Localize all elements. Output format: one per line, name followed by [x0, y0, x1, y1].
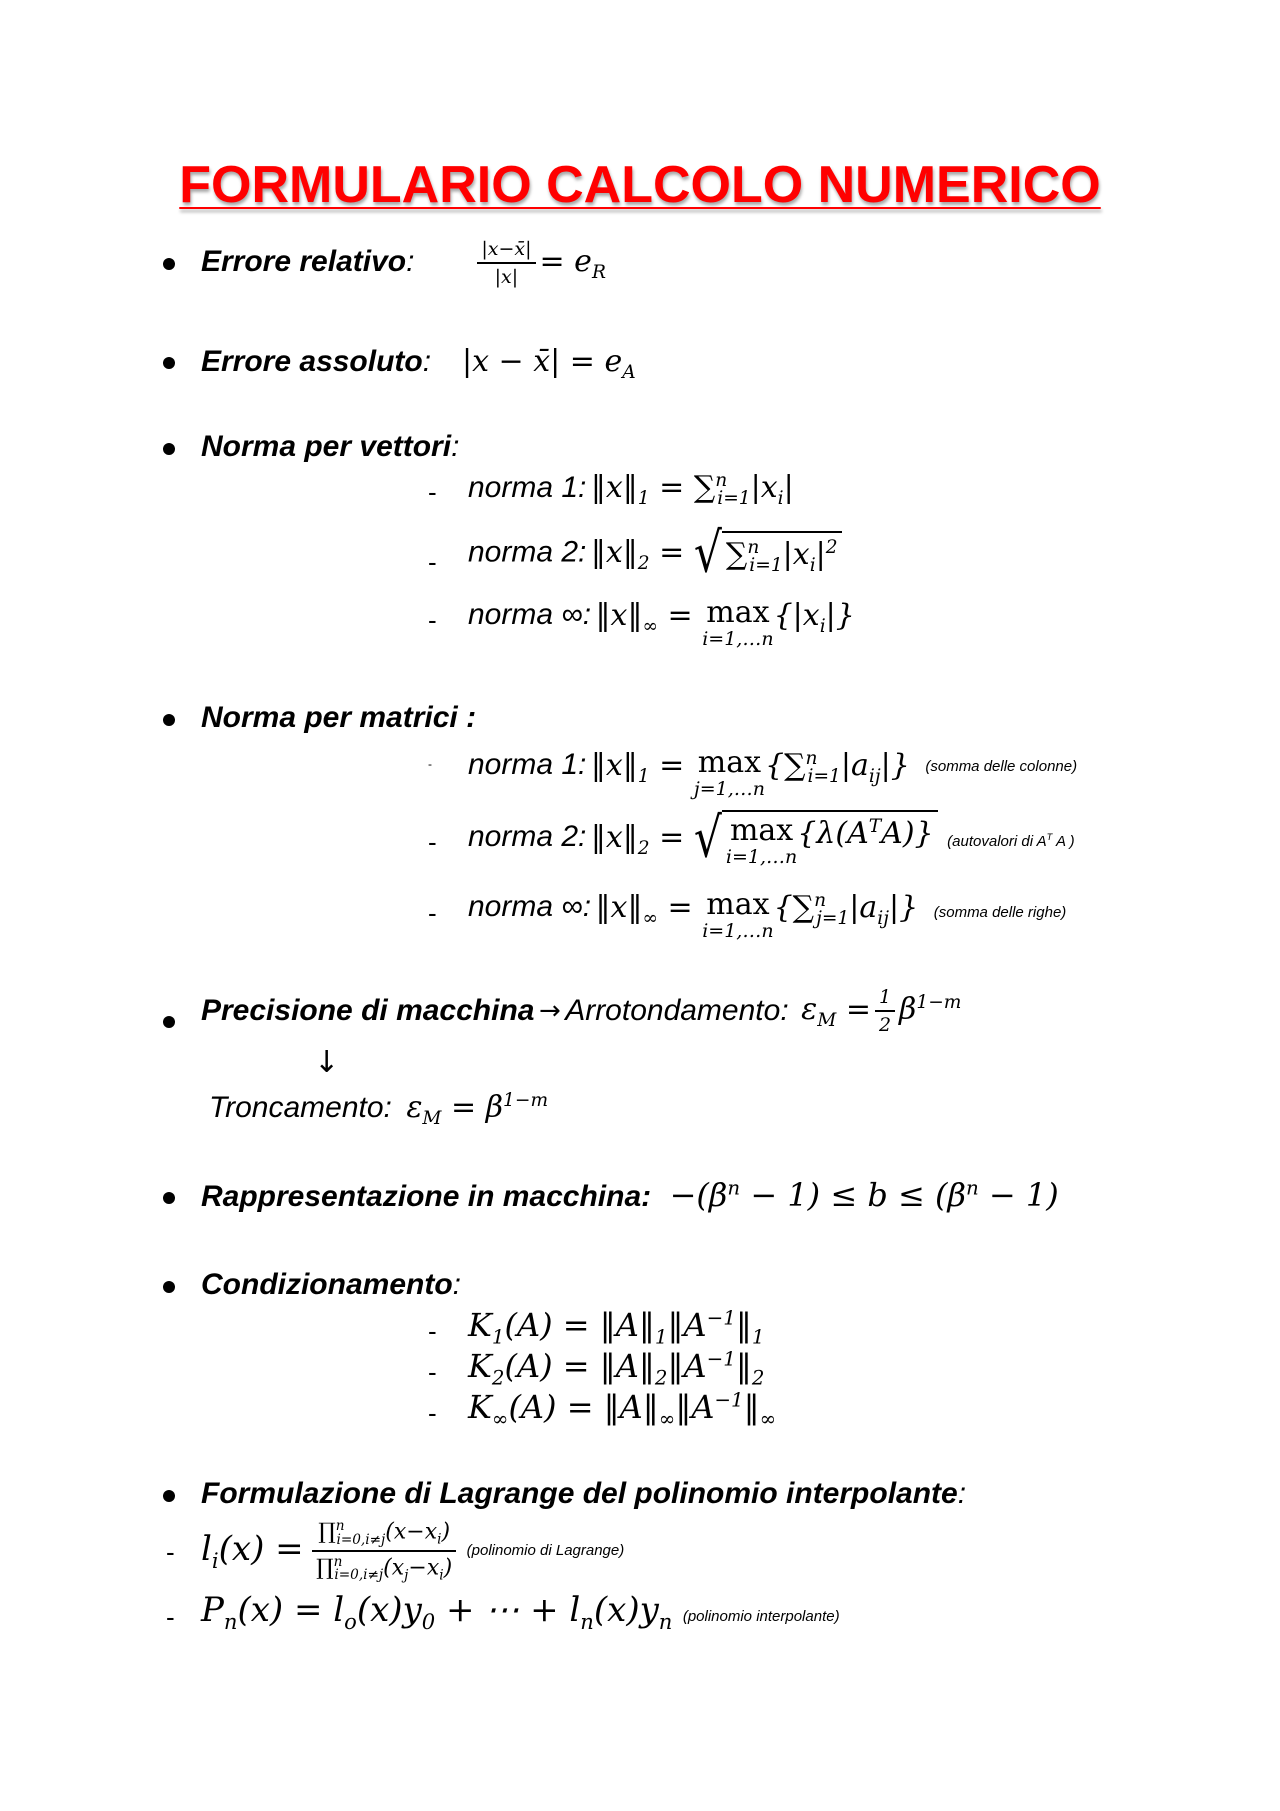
formula-part: (A) = ‖A‖: [504, 1347, 655, 1385]
max-label: max: [706, 887, 770, 922]
formula-part: (A) = ‖A‖: [504, 1306, 655, 1344]
norm-name: norma ∞:: [468, 598, 592, 631]
annotation-note: (somma delle colonne): [925, 758, 1078, 775]
max-label: max: [729, 813, 794, 848]
max-range: j=1,…n: [693, 778, 766, 800]
sum-symbol: ∑: [725, 537, 748, 572]
superscript: n: [335, 1518, 345, 1534]
formula-part: (x)y: [593, 1590, 659, 1630]
sum-symbol: ∑: [693, 470, 716, 505]
superscript: n: [715, 470, 728, 491]
lagrange-heading: [201, 1477, 966, 1511]
equals: =: [659, 470, 685, 505]
troncamento-row: [209, 1090, 548, 1129]
norm-lhs: ‖x‖: [590, 534, 638, 570]
norm-body: {λ(A: [797, 816, 869, 851]
sum-open: {∑: [765, 748, 806, 783]
subscript: 1: [751, 1325, 765, 1349]
superscript: n: [814, 890, 827, 911]
subscript: M: [817, 1010, 837, 1031]
dash-marker: -: [428, 827, 437, 857]
k-symbol: K: [468, 1306, 492, 1344]
fraction: [875, 986, 895, 1036]
fraction-denominator: 2: [878, 1014, 892, 1036]
max-operator: [702, 887, 774, 942]
subscript: A: [622, 362, 636, 383]
arrow-right-icon: →: [538, 996, 561, 1026]
note-end: A ): [1052, 833, 1075, 850]
formula-expr: = β: [451, 1090, 504, 1125]
subscript: i: [777, 488, 784, 509]
equals: =: [667, 598, 693, 633]
norm-name: norma 2:: [468, 535, 587, 569]
formula-part: ‖A: [667, 1306, 707, 1344]
subscript: n: [223, 1608, 238, 1634]
condizionamento-k1: [468, 1306, 764, 1348]
subscript: 2: [491, 1366, 505, 1390]
subscript: ∞: [491, 1407, 509, 1431]
superscript: 1−m: [916, 992, 962, 1013]
note-text: (autovalori di A: [947, 833, 1047, 850]
precisione-label: Precisione di macchina: [201, 994, 535, 1027]
bullet-icon: [163, 714, 175, 726]
norm-body-end: |: [815, 537, 826, 572]
square-root: [693, 806, 938, 871]
norm-body: |x: [782, 537, 810, 572]
norm-body-end: |}: [888, 890, 919, 925]
condizionamento-kinf: [468, 1388, 776, 1430]
formula-part: + ⋯ + l: [435, 1590, 581, 1630]
subscript: n: [658, 1608, 673, 1634]
k-symbol: K: [468, 1388, 492, 1426]
fraction-numerator: [312, 1518, 456, 1552]
norm-body-end: A)}: [881, 816, 934, 851]
beta: β: [899, 992, 917, 1027]
colon: :: [452, 1268, 461, 1301]
formula-part: ): [443, 1555, 453, 1581]
colon: :: [406, 245, 415, 278]
lagrange-label: Formulazione di Lagrange del polinomio interpolante: [201, 1477, 958, 1510]
subscript: o: [344, 1608, 357, 1634]
subscript: R: [591, 262, 606, 283]
superscript: T: [868, 816, 882, 837]
fraction-denominator: |x|: [494, 266, 519, 288]
subscript: i=1: [717, 488, 751, 509]
fraction-numerator: 1: [875, 986, 895, 1012]
bullet-icon: [163, 443, 175, 455]
max-operator: [693, 745, 766, 800]
norm-lhs: ‖x‖: [590, 470, 638, 505]
product-symbol: ∏: [316, 1555, 334, 1581]
formula-part: −x: [408, 1555, 440, 1581]
colon: :: [957, 1477, 967, 1510]
max-range: i=1,…n: [725, 846, 798, 868]
norm-body-end: |}: [880, 748, 910, 783]
fraction-denominator: [312, 1552, 456, 1584]
subscript: n: [580, 1608, 594, 1634]
radical-sign-icon: √: [693, 521, 722, 586]
k-symbol: K: [468, 1347, 492, 1385]
errore-relativo-row: [201, 238, 606, 288]
formula-part: ‖: [735, 1306, 752, 1344]
condizionamento-k2: [468, 1347, 764, 1389]
troncamento-label: Troncamento:: [209, 1091, 392, 1124]
dash-marker: -: [428, 1316, 437, 1346]
bullet-icon: [163, 357, 175, 369]
subscript: 2: [751, 1366, 765, 1390]
p-symbol: P: [201, 1590, 224, 1630]
norma-vettori-2: [468, 521, 842, 586]
subscript: 1: [637, 488, 650, 509]
superscript: n: [333, 1553, 343, 1570]
formula-part: (x) =: [218, 1528, 304, 1569]
subscript: 2: [637, 838, 650, 859]
max-operator: [702, 595, 774, 650]
subscript: ∞: [759, 1407, 777, 1431]
formula-part: ): [441, 1519, 451, 1545]
errore-relativo-formula: [473, 238, 606, 288]
l-symbol: l: [201, 1528, 212, 1569]
norm-body: |a: [840, 748, 869, 783]
norm-body-end: |: [783, 470, 794, 505]
dash-marker: -: [428, 1357, 437, 1387]
norm-lhs: ‖x‖: [590, 820, 638, 855]
bullet-icon: [163, 1192, 175, 1204]
subscript: 2: [637, 552, 650, 574]
dash-marker: -: [428, 547, 437, 577]
norma-matrici-1: [468, 745, 1078, 800]
subscript: i=0,i≠j: [334, 1567, 384, 1584]
norma-vettori-label: Norma per vettori: [201, 430, 452, 463]
subscript: ∞: [658, 1407, 676, 1431]
rappresentazione-row: [201, 1176, 1059, 1214]
subscript: 0: [421, 1608, 436, 1634]
subscript: i: [439, 1567, 444, 1584]
subscript: 1: [654, 1325, 668, 1349]
max-label: max: [697, 745, 762, 780]
fraction: [477, 238, 535, 288]
troncamento-formula: [406, 1090, 549, 1129]
superscript: T: [1046, 832, 1053, 842]
formula-part: −(β: [669, 1176, 728, 1214]
formula-rhs: = e: [539, 244, 592, 279]
colon: :: [451, 430, 460, 463]
annotation-note: [947, 833, 1074, 850]
errore-assoluto-formula: [461, 344, 636, 383]
dash-marker: -: [428, 605, 437, 635]
formula-part: (x−x: [385, 1519, 438, 1545]
norm-body: |a: [849, 890, 878, 925]
dash-marker: -: [428, 898, 437, 928]
norma-vettori-1: [468, 470, 794, 509]
dash-marker: -: [166, 1537, 175, 1567]
epsilon: ε: [801, 992, 818, 1027]
colon: :: [422, 345, 432, 378]
bullet-icon: [163, 1281, 175, 1293]
max-operator: [725, 813, 798, 868]
subscript: ∞: [642, 616, 658, 637]
annotation-note: (polinomio interpolante): [682, 1608, 840, 1625]
subscript: ∞: [642, 908, 658, 929]
dash-marker: -: [428, 1398, 437, 1428]
subscript: i=1: [749, 555, 783, 576]
superscript: 1−m: [503, 1090, 549, 1111]
max-range: i=1,…n: [702, 628, 774, 650]
errore-assoluto-label: Errore assoluto: [201, 345, 423, 378]
arrotondamento-formula: [801, 986, 962, 1036]
precisione-row: [201, 986, 961, 1036]
subscript: ij: [877, 908, 889, 929]
lagrange-li-row: [201, 1518, 624, 1583]
norm-lhs: ‖x‖: [595, 598, 643, 633]
formula-part: ‖A: [675, 1388, 715, 1426]
lagrange-pn-row: [201, 1590, 840, 1634]
subscript: i=0,i≠j: [336, 1531, 386, 1548]
norm-body: {|x: [773, 598, 820, 633]
superscript: n: [727, 1176, 741, 1200]
norm-name: norma 2:: [468, 820, 587, 853]
subscript: i: [809, 555, 816, 576]
annotation-note: (polinomio di Lagrange): [466, 1542, 625, 1560]
norm-name: norma 1:: [468, 748, 587, 781]
errore-relativo-label: Errore relativo: [201, 245, 407, 278]
subscript: i=1: [807, 766, 841, 787]
subscript: ij: [868, 766, 881, 787]
formula-part: − 1) ≤ b ≤ (β: [740, 1176, 966, 1214]
superscript: −1: [706, 1306, 736, 1330]
equals: =: [845, 992, 871, 1027]
formula-part: − 1): [978, 1176, 1059, 1214]
rappresentazione-formula: [670, 1176, 1059, 1214]
equals: =: [659, 534, 685, 570]
norm-name: norma 1:: [468, 471, 587, 504]
subscript: 1: [491, 1325, 505, 1349]
superscript: n: [747, 537, 760, 558]
bullet-icon: [163, 1016, 175, 1028]
norma-vettori-inf: [468, 595, 855, 650]
equals: =: [659, 820, 685, 855]
subscript: i: [437, 1531, 442, 1548]
subscript: j: [404, 1567, 409, 1584]
condizionamento-heading: [201, 1268, 461, 1302]
norma-matrici-2: [468, 806, 1075, 871]
norm-name: norma ∞:: [468, 890, 592, 923]
norma-matrici-heading: [201, 701, 476, 735]
equals: =: [659, 748, 685, 783]
subscript: i: [211, 1547, 219, 1573]
square-root: [693, 521, 842, 586]
formula-part: (x)y: [356, 1590, 422, 1630]
norma-matrici-inf: [468, 887, 1067, 942]
errore-assoluto-row: [201, 344, 636, 383]
bullet-icon: [163, 1490, 175, 1502]
product-symbol: ∏: [318, 1519, 336, 1545]
annotation-note: (somma delle righe): [933, 904, 1067, 921]
max-range: i=1,…n: [702, 920, 774, 942]
subscript: j=1: [816, 908, 850, 929]
superscript: n: [965, 1176, 979, 1200]
dash-marker: -: [166, 1602, 175, 1632]
equals: =: [667, 890, 693, 925]
arrotondamento-label: Arrotondamento:: [565, 994, 789, 1027]
formula-part: (x: [383, 1555, 405, 1581]
dash-marker: -: [428, 477, 437, 507]
norm-lhs: ‖x‖: [590, 748, 638, 783]
formula-part: (A) = ‖A‖: [508, 1388, 659, 1426]
subscript: M: [422, 1108, 442, 1129]
superscript: −1: [706, 1347, 736, 1371]
fraction-numerator: |x−x̄|: [477, 238, 535, 264]
epsilon: ε: [406, 1090, 423, 1125]
norma-vettori-heading: [201, 430, 459, 464]
formula-part: ‖A: [667, 1347, 707, 1385]
formula-part: ‖: [743, 1388, 760, 1426]
radical-sign-icon: √: [693, 806, 722, 871]
subscript: i: [819, 616, 826, 637]
superscript: 2: [825, 537, 838, 558]
lagrange-fraction: [312, 1518, 456, 1583]
arrow-down-icon: ↓: [314, 1045, 340, 1080]
superscript: n: [805, 748, 818, 769]
superscript: −1: [714, 1388, 744, 1412]
formula-part: ‖: [735, 1347, 752, 1385]
norm-body-end: |}: [825, 598, 855, 633]
formula-part: (x) = l: [237, 1590, 345, 1630]
norm-body: |x: [750, 470, 778, 505]
condizionamento-label: Condizionamento: [201, 1268, 453, 1301]
rappresentazione-label: Rappresentazione in macchina:: [201, 1180, 652, 1213]
dash-marker: -: [428, 757, 432, 771]
sum-open: {∑: [773, 890, 815, 925]
max-label: max: [706, 595, 770, 630]
subscript: 2: [654, 1366, 668, 1390]
norma-matrici-label: Norma per matrici :: [201, 701, 477, 734]
norm-lhs: ‖x‖: [595, 890, 643, 925]
subscript: 1: [637, 766, 650, 787]
bullet-icon: [163, 258, 175, 270]
formula-expr: |x − x̄| = e: [461, 344, 623, 379]
page-title: FORMULARIO CALCOLO NUMERICO: [179, 156, 1101, 214]
